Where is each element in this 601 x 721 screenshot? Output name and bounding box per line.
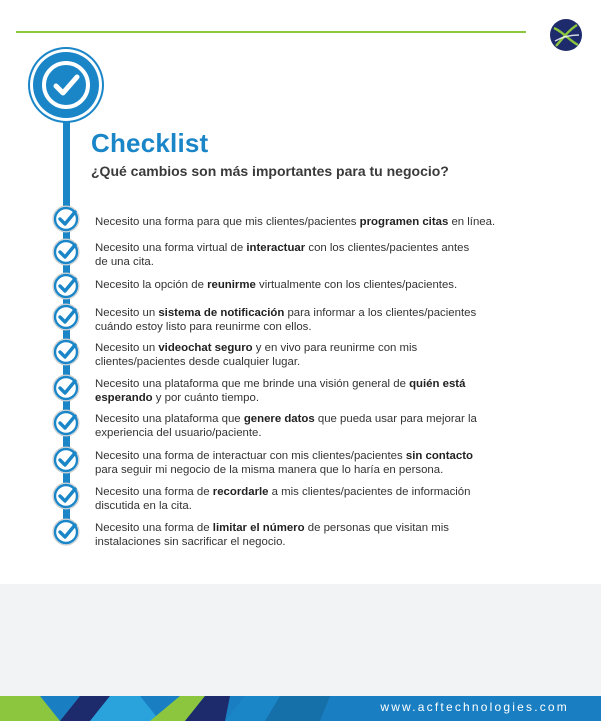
body-text: instalaciones sin sacrificar el negocio. <box>95 536 286 548</box>
body-text: en línea. <box>448 216 496 228</box>
checklist-item-line <box>95 499 555 513</box>
checklist-item-line <box>95 521 555 535</box>
body-text: discutida en la cita. <box>95 500 192 512</box>
checklist-item-line <box>95 355 555 369</box>
emphasis-text: interactuar <box>246 242 306 254</box>
checklist-item-text <box>95 485 555 513</box>
emphasis-text: limitar el número <box>212 522 305 534</box>
body-text: que pueda usar para mejorar la <box>314 413 477 425</box>
checklist-item-line <box>95 463 555 477</box>
emphasis-text: sin contacto <box>405 450 473 462</box>
checklist-item <box>0 241 601 277</box>
body-text: a mis clientes/pacientes de información <box>268 486 471 498</box>
body-text: y por cuánto tiempo. <box>152 392 259 404</box>
checklist-item-line <box>95 306 555 320</box>
checklist-item-line <box>95 412 555 426</box>
body-text: Necesito un <box>95 307 159 319</box>
check-icon <box>51 204 81 234</box>
checklist-item <box>0 341 601 377</box>
footer-panel <box>0 584 601 696</box>
body-text: para seguir mi negocio de la misma manera que lo haría en persona. <box>95 464 444 476</box>
emphasis-text: reunirme <box>207 279 256 291</box>
page-subtitle: ¿Qué cambios son más importantes para tu negocio? <box>91 163 449 179</box>
checklist-item <box>0 208 601 244</box>
checklist-item-text <box>95 377 555 405</box>
checklist-item-line <box>95 255 555 269</box>
checklist-item-line <box>95 535 555 549</box>
check-icon <box>51 271 81 301</box>
page-title: Checklist <box>91 128 209 158</box>
checklist-item-text <box>95 449 555 477</box>
emphasis-text: genere datos <box>243 413 315 425</box>
checklist-item-text <box>95 306 555 334</box>
check-icon <box>51 481 81 511</box>
check-icon <box>51 237 81 267</box>
body-text: para informar a los clientes/pacientes <box>284 307 477 319</box>
checklist-item-line <box>95 278 555 292</box>
checklist-item <box>0 412 601 448</box>
body-text: Necesito un <box>95 342 159 354</box>
body-text: experiencia del usuario/paciente. <box>95 427 262 439</box>
emphasis-text: esperando <box>95 392 153 404</box>
body-text: Necesito una plataforma que me brinde una visión general de <box>95 378 410 390</box>
body-text: de una cita. <box>95 256 154 268</box>
emphasis-text: programen citas <box>359 216 449 228</box>
emphasis-text: recordarle <box>212 486 269 498</box>
body-text: Necesito una forma de <box>95 522 213 534</box>
body-text: cuándo estoy listo para reunirme con ellos. <box>95 321 312 333</box>
checklist-item-line <box>95 426 555 440</box>
website-url[interactable]: www.acftechnologies.com <box>380 700 569 714</box>
body-text: Necesito una forma de <box>95 486 213 498</box>
checklist-item <box>0 485 601 521</box>
checklist-item-line <box>95 241 555 255</box>
emphasis-text: quién está <box>409 378 466 390</box>
checklist-item-text <box>95 241 555 269</box>
checklist-item <box>0 449 601 485</box>
checklist-item-text <box>95 521 555 549</box>
emphasis-text: sistema de notificación <box>158 307 285 319</box>
body-text: Necesito una plataforma que <box>95 413 244 425</box>
checklist-item-line <box>95 485 555 499</box>
checklist-item <box>0 306 601 342</box>
check-icon <box>51 337 81 367</box>
body-text: clientes/pacientes desde cualquier lugar. <box>95 356 301 368</box>
checklist-item <box>0 521 601 557</box>
body-text: Necesito una forma de interactuar con mis clientes/pacientes <box>95 450 406 462</box>
check-icon <box>51 373 81 403</box>
body-text: y en vivo para reunirme con mis <box>252 342 418 354</box>
checklist-item-line <box>95 341 555 355</box>
checklist-item-text <box>95 412 555 440</box>
body-text: con los clientes/pacientes antes <box>305 242 470 254</box>
checklist-item-line <box>95 377 555 391</box>
acf-globe-logo-icon <box>549 18 583 52</box>
check-icon <box>51 302 81 332</box>
checklist-item-text <box>95 341 555 369</box>
body-text: virtualmente con los clientes/pacientes. <box>255 279 458 291</box>
checklist-item-text <box>95 278 555 292</box>
emphasis-text: videochat seguro <box>158 342 253 354</box>
body-text: de personas que visitan mis <box>304 522 449 534</box>
checklist-item <box>0 377 601 413</box>
body-text: Necesito una forma para que mis clientes/pacientes <box>95 216 360 228</box>
checklist-item-line <box>95 215 555 229</box>
body-text: Necesito una forma virtual de <box>95 242 247 254</box>
checklist-item-line <box>95 391 555 405</box>
body-text: Necesito la opción de <box>95 279 208 291</box>
checklist-item-line <box>95 320 555 334</box>
checklist-item-line <box>95 449 555 463</box>
checkmark-badge-icon <box>33 52 99 118</box>
header-rule <box>16 31 526 33</box>
checklist-item-text <box>95 215 555 229</box>
check-icon <box>51 445 81 475</box>
check-icon <box>51 517 81 547</box>
check-icon <box>51 408 81 438</box>
